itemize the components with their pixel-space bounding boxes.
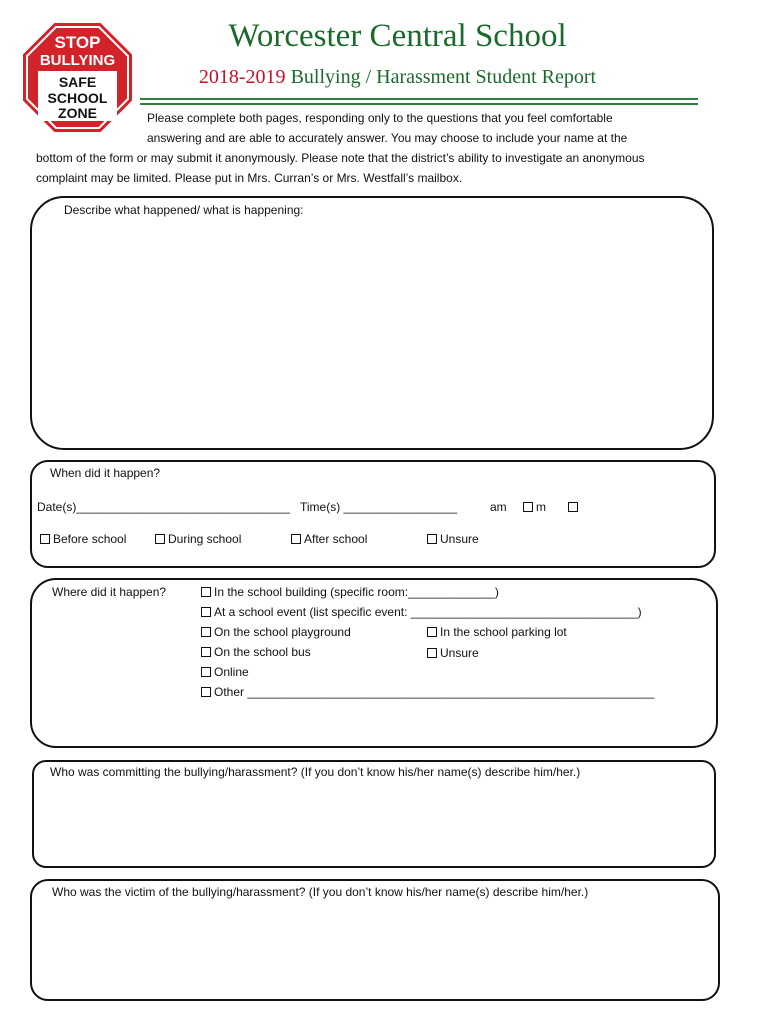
- dates-field[interactable]: Date(s)________________________________: [37, 500, 290, 514]
- describe-label: Describe what happened/ what is happening:: [64, 203, 304, 217]
- pm-checkbox[interactable]: [523, 502, 533, 512]
- online-option[interactable]: [201, 665, 249, 679]
- parking-option[interactable]: [427, 625, 567, 639]
- parking-checkbox[interactable]: [427, 627, 437, 637]
- sign-line-stop: STOP: [54, 33, 101, 52]
- extra-checkbox[interactable]: [568, 502, 578, 512]
- header-rule-top: [140, 98, 698, 100]
- am-label: am: [490, 500, 507, 514]
- other-option[interactable]: [201, 685, 654, 699]
- intro-line-4: complaint may be limited. Please put in Mrs. Curran’s or Mrs. Westfall’s mailbox.: [36, 171, 463, 185]
- other-label: Other _____________________________________________________________: [214, 685, 655, 699]
- where-unsure-checkbox[interactable]: [427, 648, 437, 658]
- when-unsure-option[interactable]: [427, 532, 479, 546]
- report-subtitle-text: Bullying / Harassment Student Report: [285, 66, 597, 88]
- where-box: [30, 578, 718, 748]
- stop-bullying-sign-logo: [20, 20, 135, 135]
- sign-line-safe: SAFE: [58, 74, 97, 90]
- pm-label: m: [536, 500, 546, 514]
- playground-checkbox[interactable]: [201, 627, 211, 637]
- sign-line-zone: ZONE: [58, 105, 97, 121]
- after-school-checkbox[interactable]: [291, 534, 301, 544]
- sign-line-bullying: BULLYING: [39, 52, 116, 69]
- bus-checkbox[interactable]: [201, 647, 211, 657]
- building-option[interactable]: [201, 585, 499, 599]
- extra-option[interactable]: [568, 500, 581, 514]
- online-checkbox[interactable]: [201, 667, 211, 677]
- during-school-checkbox[interactable]: [155, 534, 165, 544]
- building-checkbox[interactable]: [201, 587, 211, 597]
- who-victim-label: Who was the victim of the bullying/harassment? (If you don’t know his/her name(s) describe him/her.): [52, 885, 589, 899]
- before-school-checkbox[interactable]: [40, 534, 50, 544]
- during-school-label: During school: [168, 532, 242, 546]
- where-unsure-label: Unsure: [440, 646, 479, 660]
- other-checkbox[interactable]: [201, 687, 211, 697]
- event-option[interactable]: [201, 605, 642, 619]
- pm-option[interactable]: [523, 500, 546, 514]
- header-rule-bottom: [140, 103, 698, 105]
- when-unsure-label: Unsure: [440, 532, 479, 546]
- bus-option[interactable]: [201, 645, 311, 659]
- event-label: At a school event (list specific event: __________________________________): [214, 605, 642, 619]
- during-school-option[interactable]: [155, 532, 241, 546]
- after-school-label: After school: [304, 532, 368, 546]
- report-subtitle: [140, 66, 655, 89]
- parking-label: In the school parking lot: [440, 625, 567, 639]
- online-label: Online: [214, 665, 249, 679]
- before-school-label: Before school: [53, 532, 127, 546]
- intro-line-3: bottom of the form or may submit it anonymously. Please note that the district’s ability to investigate an anonymous: [36, 151, 645, 165]
- intro-line-1: Please complete both pages, responding only to the questions that you feel comfortable: [147, 111, 613, 125]
- playground-option[interactable]: [201, 625, 351, 639]
- school-title: Worcester Central School: [228, 18, 567, 54]
- describe-box[interactable]: [30, 196, 714, 450]
- when-unsure-checkbox[interactable]: [427, 534, 437, 544]
- report-year: 2018-2019: [198, 66, 286, 88]
- intro-line-2: answering and are able to accurately answer. You may choose to include your name at the: [147, 131, 628, 145]
- bus-label: On the school bus: [214, 645, 311, 659]
- where-unsure-option[interactable]: [427, 646, 479, 660]
- playground-label: On the school playground: [214, 625, 351, 639]
- sign-line-school: SCHOOL: [47, 90, 108, 106]
- event-checkbox[interactable]: [201, 607, 211, 617]
- times-field[interactable]: Time(s) _________________: [300, 500, 458, 514]
- who-bully-label: Who was committing the bullying/harassment? (If you don’t know his/her name(s) describe him/her.): [50, 765, 581, 779]
- when-label: When did it happen?: [50, 466, 161, 480]
- before-school-option[interactable]: [40, 532, 126, 546]
- after-school-option[interactable]: [291, 532, 367, 546]
- where-label: Where did it happen?: [52, 585, 167, 599]
- building-label: In the school building (specific room:_____________): [214, 585, 499, 599]
